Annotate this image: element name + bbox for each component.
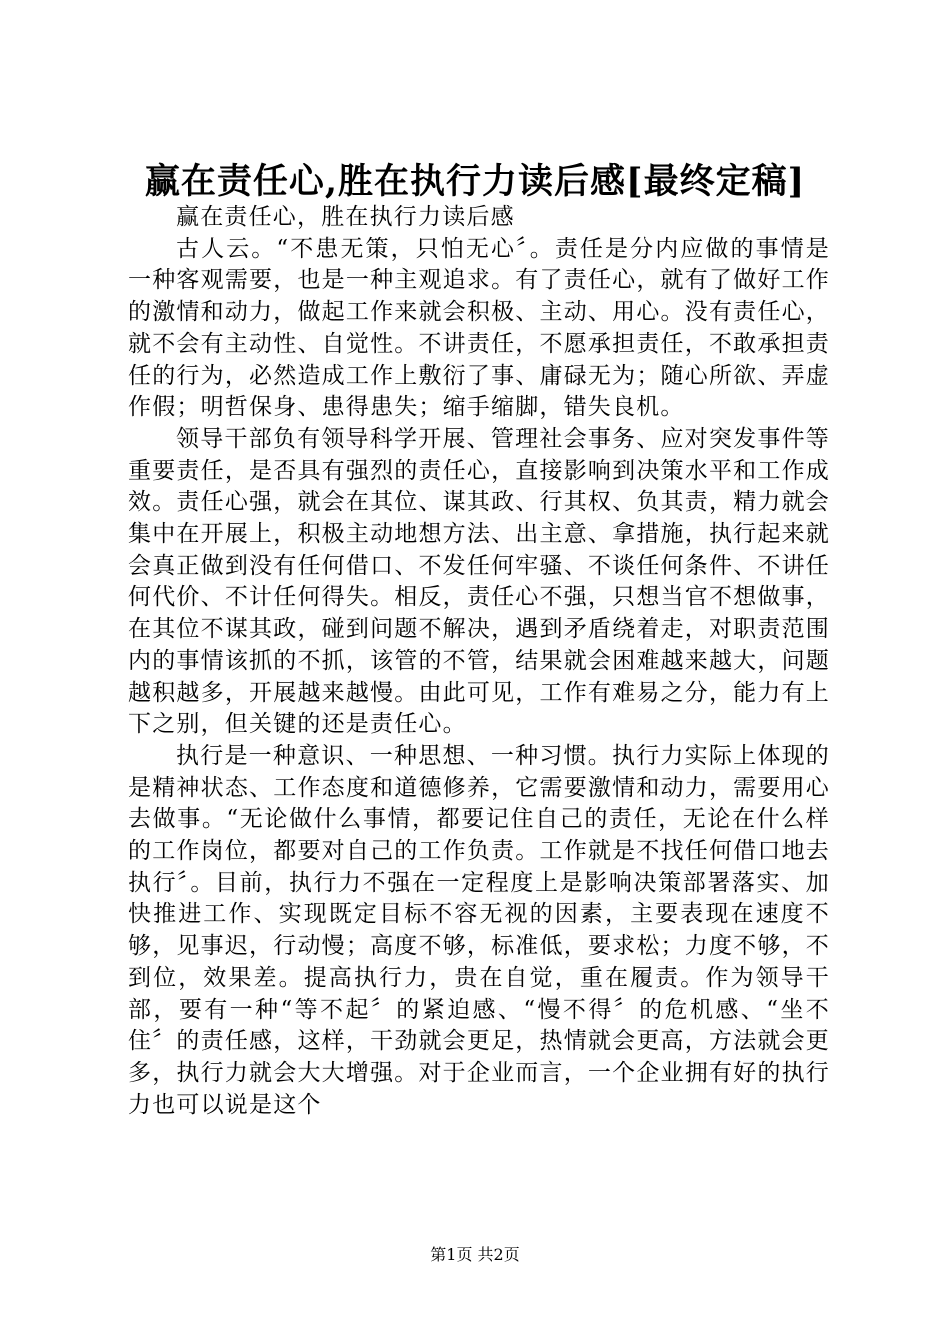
document-body	[128, 202, 830, 1121]
subtitle-paragraph: 赢在责任心，胜在执行力读后感	[176, 204, 515, 230]
body-paragraph: 古人云。“不患无策，只怕无心〞。责任是分内应做的事情是一种客观需要，也是一种主观追求。有了责任心，就有了做好工作的激情和动力，做起工作来就会积极、主动、用心。没有责任心，就不会有主动性、自觉性。不讲责任，不愿承担责任，不敢承担责任的行为，必然造成工作上敷衍了事、庸碌无为；随心所欲、弄虚作假；明哲保身、患得患失；缩手缩脚，错失良机。	[128, 235, 830, 421]
body-paragraph: 执行是一种意识、一种思想、一种习惯。执行力实际上体现的是精神状态、工作态度和道德修养，它需要激情和动力，需要用心去做事。“无论做什么事情，都要记住自己的责任，无论在什么样的工作岗位，都要对自己的工作负责。工作就是不找任何借口地去执行〞。目前，执行力不强在一定程度上是影响决策部署落实、加快推进工作、实现既定目标不容无视的因素，主要表现在速度不够，见事迟，行动慢；高度不够，标准低，要求松；力度不够，不到位，效果差。提高执行力，贵在自觉，重在履责。作为领导干部，要有一种“等不起〞的紧迫感、“慢不得〞的危机感、“坐不住〞的责任感，这样，干劲就会更足，热情就会更高，方法就会更多，执行力就会大大增强。对于企业而言，一个企业拥有好的执行力也可以说是这个	[128, 742, 830, 1118]
document-title: 赢在责任心,胜在执行力读后感[最终定稿]	[144, 161, 806, 202]
page-number-footer: 第1页 共2页	[430, 1245, 520, 1264]
body-paragraph: 领导干部负有领导科学开展、管理社会事务、应对突发事件等重要责任，是否具有强烈的责任心，直接影响到决策水平和工作成效。责任心强，就会在其位、谋其政、行其权、负其责，精力就会集中在开展上，积极主动地想方法、出主意、拿措施，执行起来就会真正做到没有任何借口、不发任何牢骚、不谈任何条件、不讲任何代价、不计任何得失。相反，责任心不强，只想当官不想做事，在其位不谋其政，碰到问题不解决，遇到矛盾绕着走，对职责范围内的事情该抓的不抓，该管的不管，结果就会困难越来越大，问题越积越多，开展越来越慢。由此可见，工作有难易之分，能力有上下之别，但关键的还是责任心。	[128, 425, 830, 738]
